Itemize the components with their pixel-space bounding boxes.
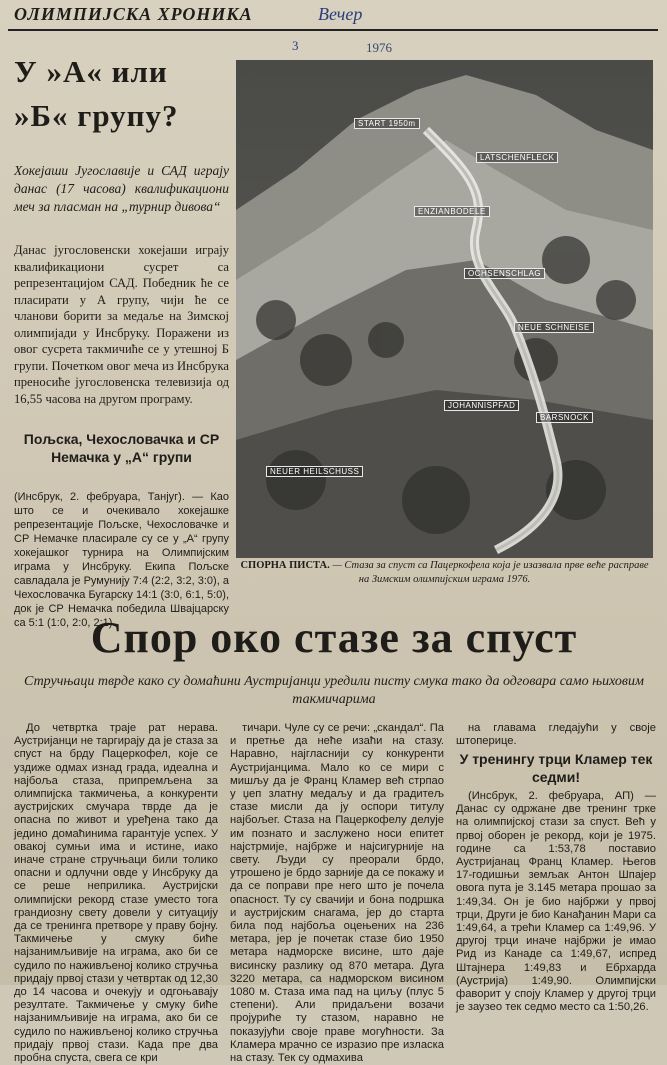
mountain-photo-art	[236, 60, 653, 558]
main-column-1	[14, 722, 218, 1065]
photo-label: ENZIANBODELE	[414, 206, 490, 217]
left-subheadline-2: Пољска, Чехословачка и СР Немачка у „А“ групи	[23, 431, 220, 465]
header-rule	[8, 29, 658, 31]
photo-label: BARSNOCK	[536, 412, 593, 423]
left-body-2: (Инсбрук, 2. фебруара, Танјуг). — Као што се и очекивало хокејашке репрезентације Пољске, Чехословачке и СР Немачке пласирале су се у „А“ групу хокејашког турнира на Олимпијским играма у Инсбруку. Екипа Пољске савладала је Румунију 7:4 (2:2, 3:2, 3:0), а Чехословачка Бугарску 14:1 (3:0, 6:1, 5:0), док је СР Немачка победила Швајцарску са 5:1 (1:0, 2:0, 2:1).	[14, 491, 229, 629]
issue-number: 3	[292, 38, 299, 53]
side-column	[456, 790, 656, 1014]
side-headline: У тренингу трци Кламер тек седми!	[459, 751, 653, 785]
handwritten-note: Вечер	[318, 4, 363, 24]
caption-text: — Стаза за спуст са Пацеркофела која је изазвала прве веће расправе на Зимским олимпијским играма 1976.	[332, 560, 649, 585]
photo-caption	[236, 559, 653, 587]
column-text: на главама гледајући у своје штоперице.	[456, 722, 656, 748]
photo-label: NEUE SCHNEISE	[514, 322, 594, 333]
section-title: ОЛИМПИЈСКА ХРОНИКА	[14, 4, 253, 24]
main-column-2	[230, 722, 444, 1065]
issue-year: 1976	[366, 40, 392, 55]
photo-label: START 1950m	[354, 118, 420, 129]
caption-title: СПОРНА ПИСТА.	[240, 560, 330, 571]
photo-label: LATSCHENFLECK	[476, 152, 558, 163]
photo-label: JOHANNISPFAD	[444, 400, 519, 411]
ski-slope-photo	[236, 60, 653, 558]
photo-label: NEUER HEILSCHUSS	[266, 466, 363, 477]
main-deck: Стручњаци тврде како су домаћини Аустријанци уредили писту смука тако да одговара само њиховим такмичарима	[24, 674, 644, 707]
column-text: (Инсбрук, 2. фебруара, АП) — Данас су одржане две тренинг трке на олимпијској стази за спуст. Већ у првој оборен је рекорд, који је 1975. године са 1:53,78 поставио Аустријанац Франц Кламер. Његов 17-годишњи земљак Антон Шпајер овога пута је 3.145 метара прошао за 1:49,34. Он је био најбржи у првој трци, Други је био Канађанин Мари са 1:49,64, а трећи Кламер са 1:49,96. У другој трци иначе најбржи је имао Рид из Канаде са 1:49,67, испред Штајнера 1:49,83 и Ебрхарда (Аустрија) 1:49,90. Олимпијски фаворит у споју Кламер у другој трци је заузео тек седмо место са 1:50,26.	[456, 790, 656, 1014]
left-body: Данас југословенски хокејаши играју квалификациони сусрет са репрезентацијом САД. Победник ће се пласирати у А групу, чији ће се чланови борити за медаље на Зимској олимпијади у Инсбруку. Поражени из овог сусрета такмичиће се у утешној Б групи. Почетком овог меча из Инсбрука преносиће југословенска телевизија од 16,55 часова на другом програму.	[14, 243, 229, 406]
main-column-3	[456, 722, 656, 746]
left-subheadline: Хокејаши Југославије и САД играју данас (17 часова) квалификациони меч за пласман на „турнир дивова“	[14, 163, 229, 214]
column-text: До четвртка траје рат нерава. Аустријанци не таргирају да је стаза за спуст на брду Пацеркофел, које се уздиже одмах изнад града, идеална и најбоља стаза, припремљена за олимпијска такмичења, а конкуренти аустријских смучара тврде да је опасна по живот и уређена тако да једино домаћинима гарантује успех. У овакој сумњи има и истине, иако иначе стране стручњаци били толико опасни и одлучни овде у Инсбруку да се реше неприлика. Аустријски олимпијски рекорд стазе уместо тога грандиозну свету довели у ситуацију да се тренинга претворе у праву бојну. Такмичење у смуку биће најзанимљивије на играма, ако би се судило по наживљеној колико стручња придају првој стази у четвртак од 12,30 до 14 часова и очекују и одгоњавају резултате. Такмичење у смуку биће најзанимљивије на играма, ако би се судило по наживљеној колико стручња придају првој стази. Када пре два пробна спуста, свега се кри	[14, 722, 218, 1065]
left-headline: У »А« или »Б« групу?	[14, 54, 179, 133]
main-headline: Спор око стазе за спуст	[90, 613, 578, 662]
column-text: тичари. Чуле су се речи: „скандал“. Па и претње да неће изаћи на стазу. Наравно, најгласнији су конкуренти Аустријанцима. Мало ко се мири с мишљу да је Франц Кламер већ стрпао у џеп златну медаљу и да градитељ стазе мисли да ју оспори титулу најбољег. Стаза на Пацеркофелу делује им познато и заслужено носи епитет најстрмије, најбрже и најсигурније на свету. Људи су преорали брдо, утрошено је брдо зарније да се покажу и да се поправи пре него што је почела опасност. Ту су свачији и бона подршка и аустријским снагама, јер до старта била под најбоља оцењених на 236 метара, јер је почетак стазе био 1950 метара надморске висине, што даје висинску разлику од 870 метара. Дуга 3220 метара, са надморском висином 1080 м. Стаза има пад на циљу (плус 5 степени). Али придаљени возачи пројуриће ту стазом, наравно не показујући своје праве могућности. За Кламера мрачно се изразио пре изласка на стазу. Тек су одмахива	[230, 722, 444, 1065]
photo-label: OCHSENSCHLAG	[464, 268, 545, 279]
